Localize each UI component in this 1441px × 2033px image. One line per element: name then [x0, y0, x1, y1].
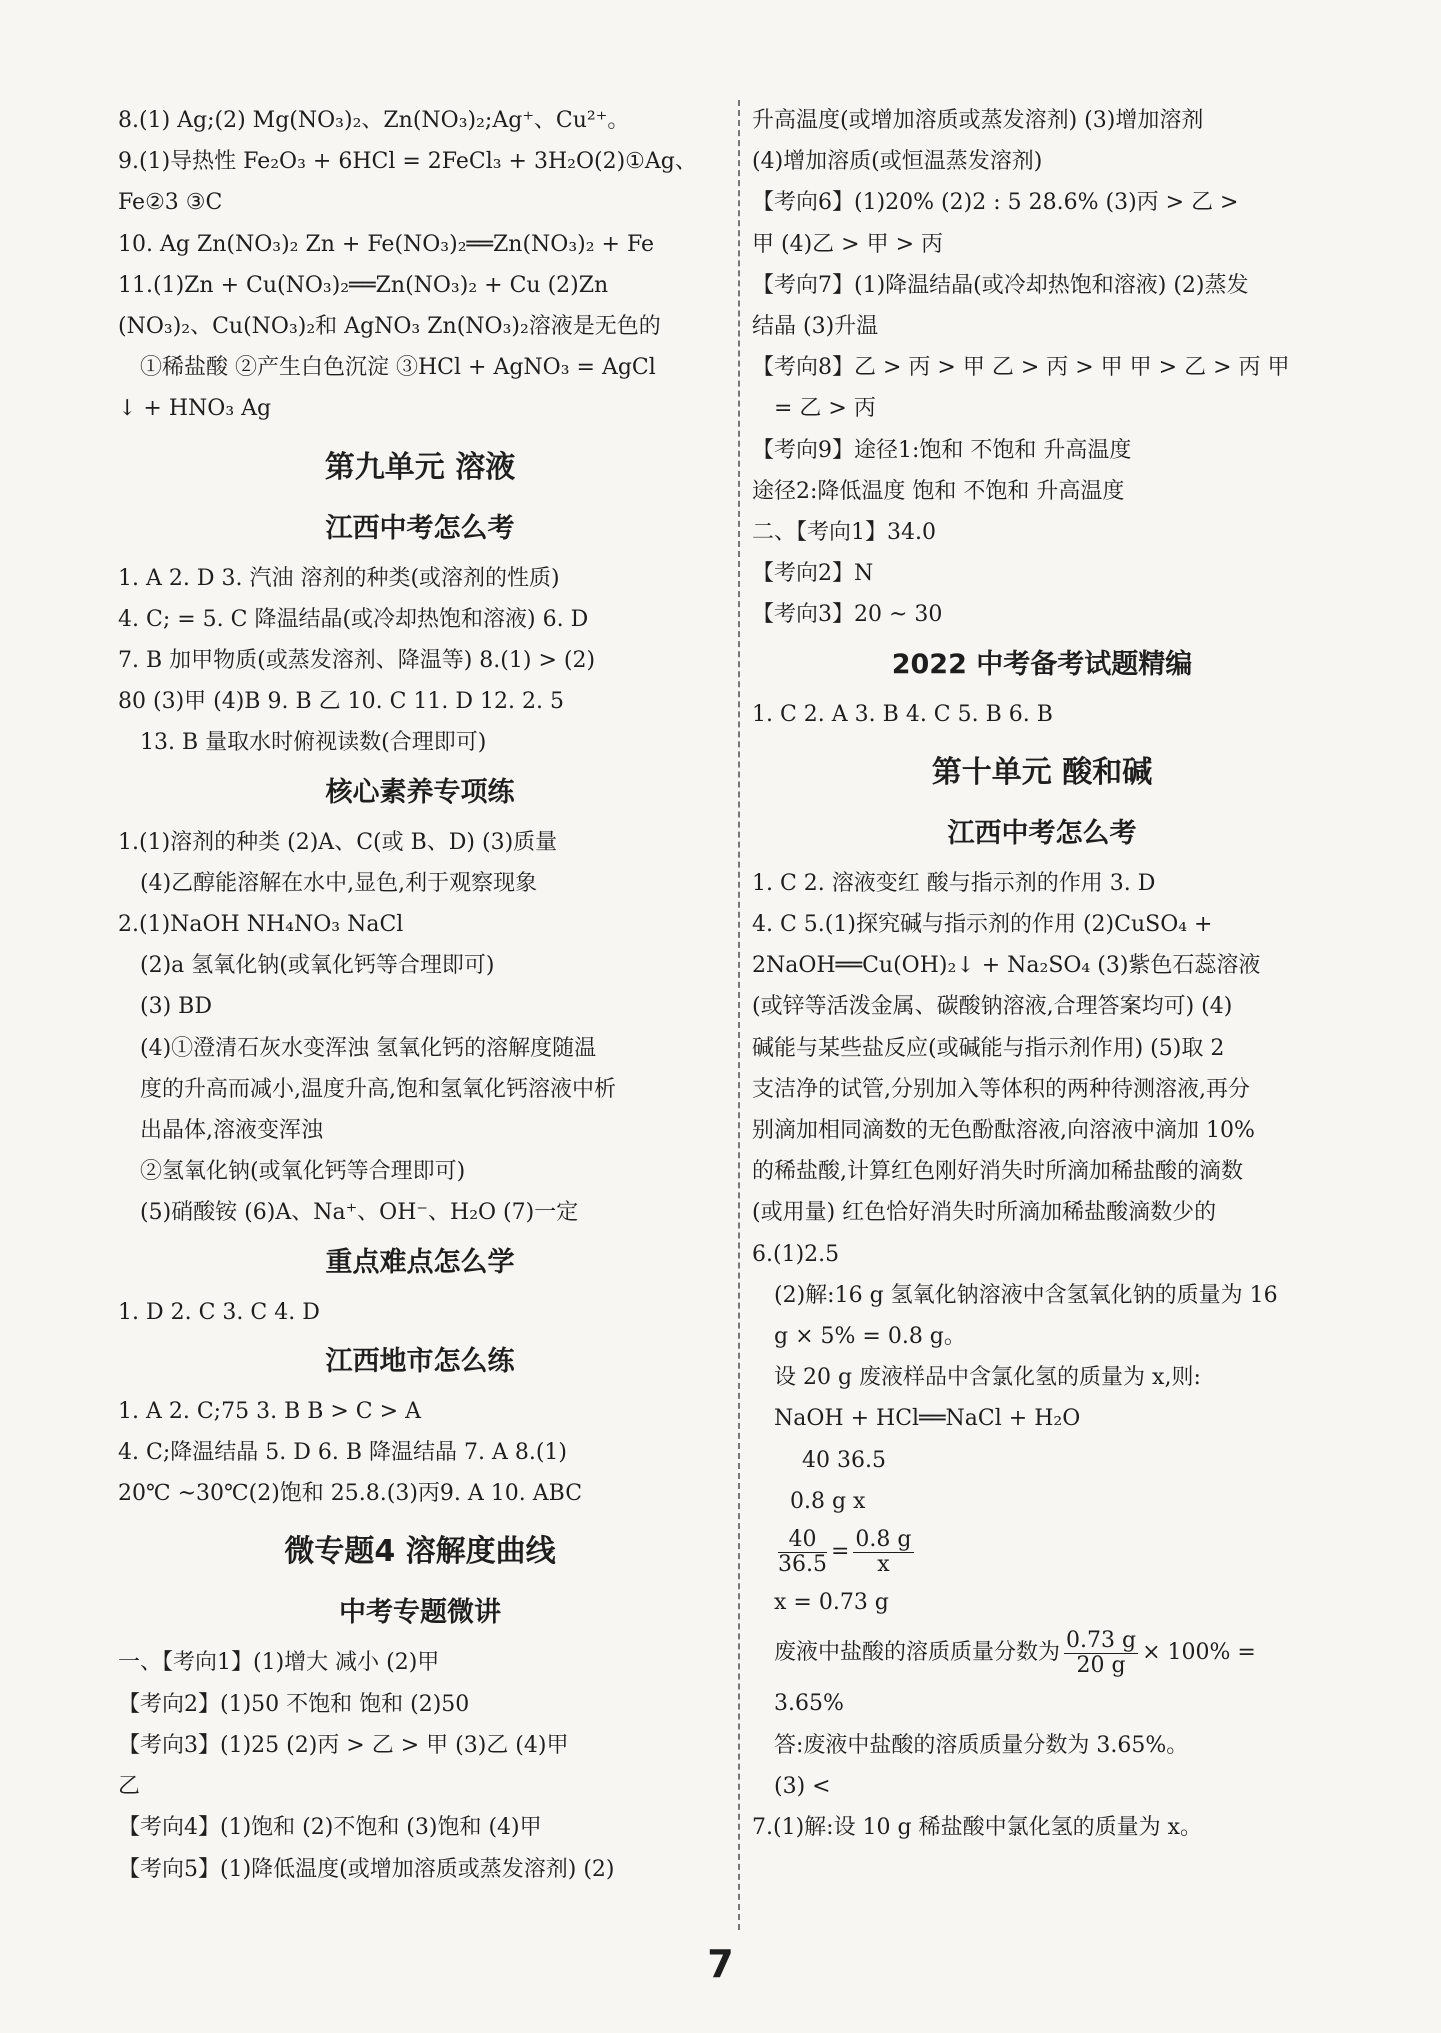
answer-line: 10. Ag Zn(NO₃)₂ Zn + Fe(NO₃)₂══Zn(NO₃)₂ + Fe	[118, 231, 655, 257]
answer-line: 1. C 2. A 3. B 4. C 5. B 6. B	[752, 701, 1053, 727]
answer-line: 8.(1) Ag;(2) Mg(NO₃)₂、Zn(NO₃)₂;Ag⁺、Cu²⁺。	[118, 108, 630, 133]
answer-line: 4. C; = 5. C 降温结晶(或冷却热饱和溶液) 6. D	[118, 606, 589, 632]
ratio-equation: $\frac{40}{36.5}$ = $\frac{0.8 g}{x}$	[778, 1526, 912, 1577]
answer-line: (2)a 氢氧化钠(或氧化钙等合理即可)	[140, 953, 495, 979]
answer-line: x = 0.73 g	[774, 1590, 889, 1616]
answer-line: 二、【考向1】34.0	[752, 520, 936, 546]
answer-line: (NO₃)₂、Cu(NO₃)₂和 AgNO₃ Zn(NO₃)₂溶液是无色的	[118, 314, 661, 340]
section-title-city-practice: 江西地市怎么练	[325, 1345, 515, 1377]
answer-line: 乙	[118, 1774, 141, 1800]
fraction-concentration: $\frac{0.73 g}{20 g}$	[1066, 1627, 1137, 1678]
answer-line: 【考向9】途径1:饱和 不饱和 升高温度	[752, 437, 1132, 463]
answer-line: = 乙 > 丙	[774, 396, 876, 422]
answer-line: (3) <	[774, 1773, 831, 1799]
answer-line: g × 5% = 0.8 g。	[774, 1324, 966, 1350]
answer-line: 度的升高而减小,温度升高,饱和氢氧化钙溶液中析	[140, 1076, 616, 1102]
left-column	[118, 100, 722, 1890]
answer-line: 一、【考向1】(1)增大 减小 (2)甲	[118, 1650, 440, 1676]
equation-values: 0.8 g x	[790, 1488, 866, 1514]
unit10-title: 第十单元 酸和碱	[931, 754, 1153, 790]
answer-line: 7.(1)解:设 10 g 稀盐酸中氯化氢的质量为 x。	[752, 1814, 1203, 1840]
answer-line: ↓ + HNO₃ Ag	[118, 396, 272, 422]
answer-line: ①稀盐酸 ②产生白色沉淀 ③HCl + AgNO₃ = AgCl	[140, 355, 656, 381]
answer-line: (4)增加溶质(或恒温蒸发溶剂)	[752, 149, 1043, 175]
micro-topic-title: 微专题4 溶解度曲线	[284, 1534, 556, 1570]
answer-line: ②氢氧化钠(或氧化钙等合理即可)	[140, 1159, 466, 1185]
answer-line: 【考向4】(1)饱和 (2)不饱和 (3)饱和 (4)甲	[118, 1815, 542, 1841]
answer-line: 【考向3】(1)25 (2)丙 > 乙 > 甲 (3)乙 (4)甲	[118, 1732, 569, 1758]
answer-line: 甲 (4)乙 > 甲 > 丙	[752, 231, 943, 257]
answer-line: 结晶 (3)升温	[752, 314, 879, 340]
answer-line: 6.(1)2.5	[752, 1241, 840, 1267]
answer-line: 【考向6】(1)20% (2)2 : 5 28.6% (3)丙 > 乙 >	[752, 190, 1239, 216]
answer-line: 1. C 2. 溶液变红 酸与指示剂的作用 3. D	[752, 870, 1156, 896]
answer-line: 的稀盐酸,计算红色刚好消失时所滴加稀盐酸的滴数	[752, 1159, 1243, 1185]
answer-line: 2NaOH══Cu(OH)₂↓ + Na₂SO₄ (3)紫色石蕊溶液	[752, 953, 1261, 979]
answer-line: 别滴加相同滴数的无色酚酞溶液,向溶液中滴加 10%	[752, 1118, 1255, 1144]
answer-line: (4)乙醇能溶解在水中,显色,利于观察现象	[140, 870, 538, 896]
answer-line: 1.(1)溶剂的种类 (2)A、C(或 B、D) (3)质量	[118, 829, 558, 855]
section-title-jiangxi-exam-2: 江西中考怎么考	[947, 817, 1137, 849]
answer-line: 1. D 2. C 3. C 4. D	[118, 1299, 320, 1325]
answer-line: (5)硝酸铵 (6)A、Na⁺、OH⁻、H₂O (7)一定	[140, 1200, 579, 1226]
answer-line: 7. B 加甲物质(或蒸发溶剂、降温等) 8.(1) > (2)	[118, 648, 596, 674]
answer-line: 11.(1)Zn + Cu(NO₃)₂══Zn(NO₃)₂ + Cu (2)Zn	[118, 272, 609, 298]
answer-line: 途径2:降低温度 饱和 不饱和 升高温度	[752, 478, 1125, 504]
answer-line: (3) BD	[140, 994, 212, 1020]
answer-line: 支洁净的试管,分别加入等体积的两种待测溶液,再分	[752, 1076, 1250, 1102]
answer-line: Fe②3 ③C	[118, 190, 223, 216]
answer-line: 80 (3)甲 (4)B 9. B 乙 10. C 11. D 12. 2. 5	[118, 689, 564, 715]
equation-line: NaOH + HCl══NaCl + H₂O	[774, 1406, 1081, 1432]
answer-line: 设 20 g 废液样品中含氯化氢的质量为 x,则:	[774, 1365, 1201, 1391]
fraction-molar: $\frac{40}{36.5}$	[778, 1526, 827, 1577]
answer-line: (或用量) 红色恰好消失时所滴加稀盐酸滴数少的	[752, 1200, 1217, 1226]
unit9-title: 第九单元 溶液	[324, 449, 516, 485]
answer-line: 1. A 2. C;75 3. B B > C > A	[118, 1398, 421, 1424]
answer-line: 【考向2】N	[752, 561, 874, 587]
answer-line: 【考向5】(1)降低温度(或增加溶质或蒸发溶剂) (2)	[118, 1856, 615, 1882]
answer-line: 4. C 5.(1)探究碱与指示剂的作用 (2)CuSO₄ +	[752, 912, 1213, 938]
answer-line: (或锌等活泼金属、碳酸钠溶液,合理答案均可) (4)	[752, 994, 1233, 1020]
answer-line: 【考向3】20 ~ 30	[752, 602, 943, 628]
answer-line: (4)①澄清石灰水变浑浊 氢氧化钙的溶解度随温	[140, 1035, 597, 1061]
column-divider	[738, 100, 740, 1930]
answer-line: 【考向8】乙 > 丙 > 甲 乙 > 丙 > 甲 甲 > 乙 > 丙 甲	[752, 355, 1290, 381]
section-title-2022-prep: 2022 中考备考试题精编	[891, 648, 1193, 680]
equation-masses: 40 36.5	[802, 1447, 886, 1473]
section-title-key-points: 重点难点怎么学	[325, 1246, 515, 1278]
percentage-equation: 废液中盐酸的溶质质量分数为 $\frac{0.73 g}{20 g}$ × 100% =	[774, 1627, 1256, 1678]
fraction-mass: $\frac{0.8 g}{x}$	[855, 1526, 912, 1577]
section-title-core-literacy: 核心素养专项练	[325, 776, 515, 808]
answer-line: (2)解:16 g 氢氧化钠溶液中含氢氧化钠的质量为 16	[774, 1282, 1278, 1308]
answer-line: 13. B 量取水时俯视读数(合理即可)	[140, 730, 487, 756]
answer-line: 升高温度(或增加溶质或蒸发溶剂) (3)增加溶剂	[752, 108, 1204, 133]
page-number: 7	[707, 1942, 734, 1986]
answer-line: 碱能与某些盐反应(或碱能与指示剂作用) (5)取 2	[752, 1035, 1225, 1061]
answer-line: 答:废液中盐酸的溶质质量分数为 3.65%。	[774, 1732, 1189, 1758]
answer-line: 1. A 2. D 3. 汽油 溶剂的种类(或溶剂的性质)	[118, 565, 560, 591]
answer-line: 【考向7】(1)降温结晶(或冷却热饱和溶液) (2)蒸发	[752, 272, 1249, 298]
section-title-topic-lecture: 中考专题微讲	[339, 1597, 501, 1629]
answer-line: 【考向2】(1)50 不饱和 饱和 (2)50	[118, 1691, 470, 1717]
answer-line: 20℃ ~30℃(2)饱和 25.8.(3)丙9. A 10. ABC	[118, 1481, 583, 1507]
answer-line: 9.(1)导热性 Fe₂O₃ + 6HCl = 2FeCl₃ + 3H₂O(2)①Ag、	[118, 149, 697, 175]
answer-line: 3.65%	[774, 1691, 844, 1717]
answer-line: 出晶体,溶液变浑浊	[140, 1118, 323, 1144]
answer-line: 2.(1)NaOH NH₄NO₃ NaCl	[118, 912, 404, 938]
section-title-jiangxi-exam: 江西中考怎么考	[325, 512, 515, 544]
right-column	[752, 100, 1332, 1848]
answer-line: 4. C;降温结晶 5. D 6. B 降温结晶 7. A 8.(1)	[118, 1440, 567, 1466]
